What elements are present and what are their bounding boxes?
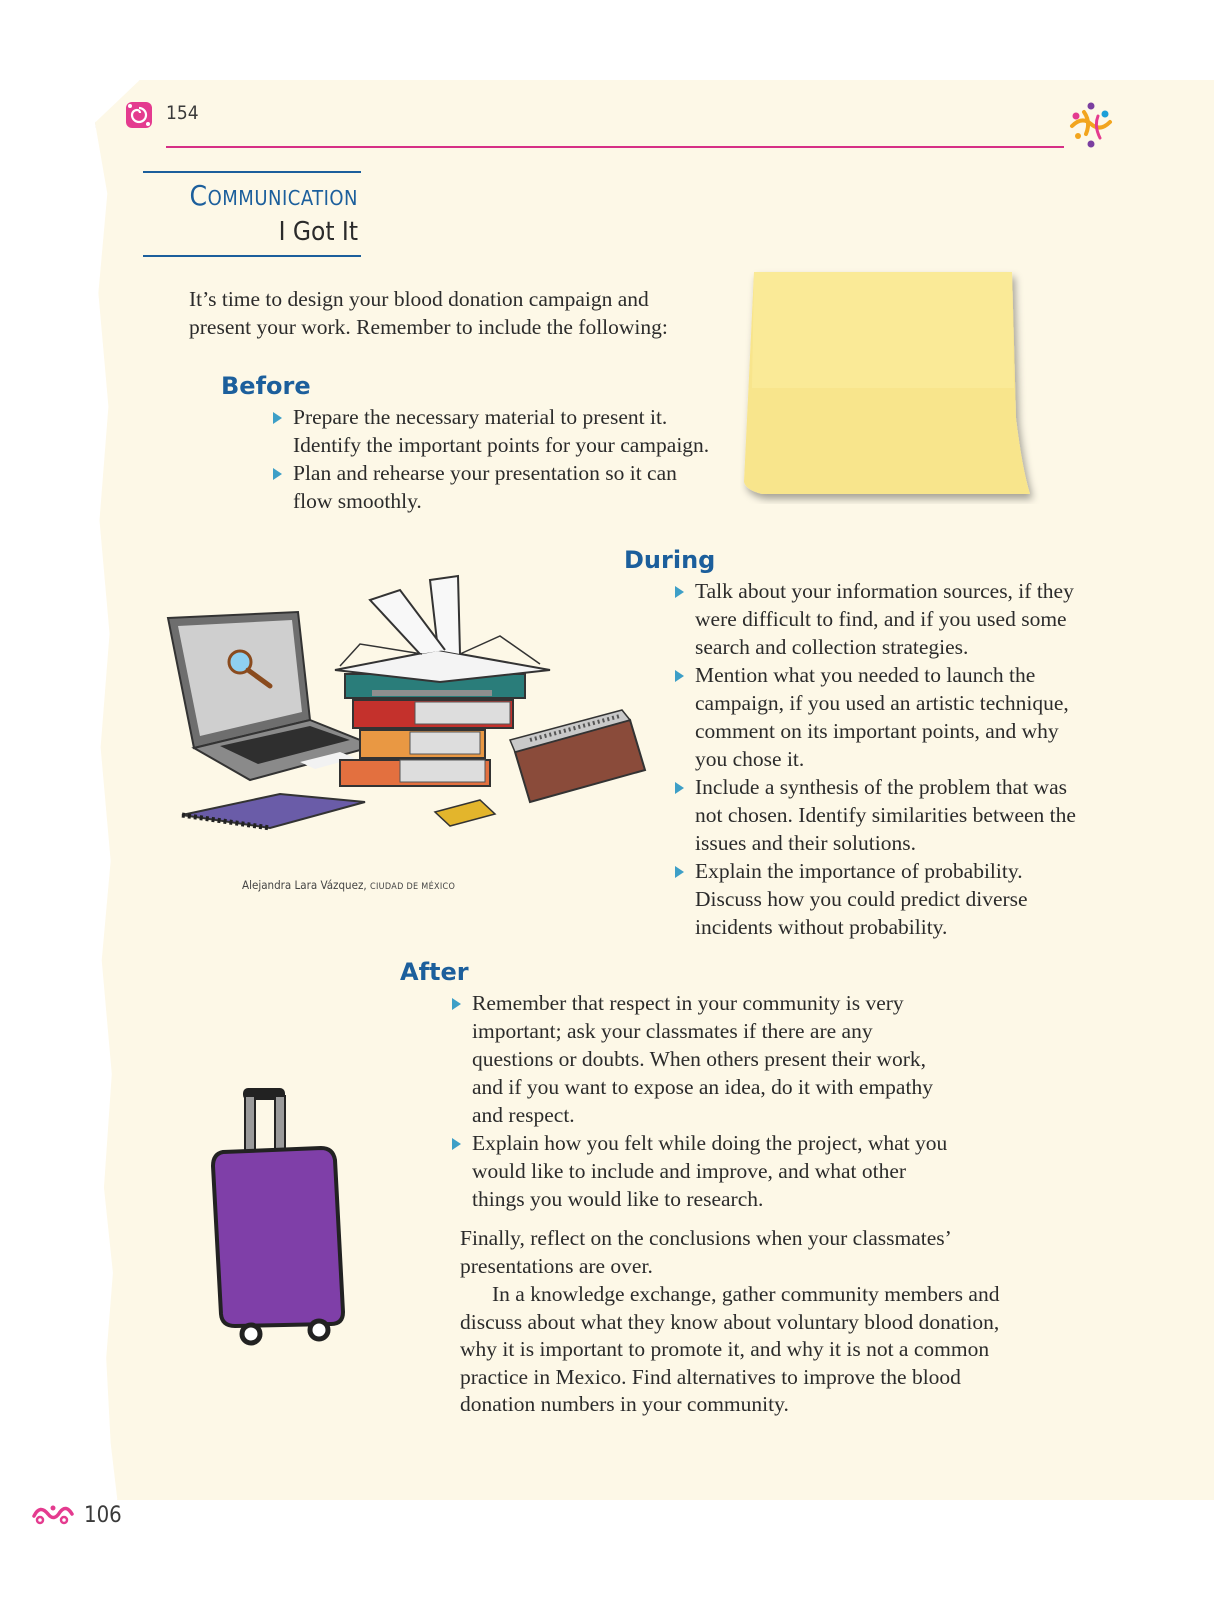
- bullet-arrow-icon: [273, 412, 282, 424]
- footer-page-number: 106: [84, 1503, 122, 1528]
- during-item: Explain the importance of probability. Discuss how you could predict diverse incidents without probability.: [673, 857, 1093, 941]
- after-heading: After: [400, 958, 469, 986]
- bullet-arrow-icon: [273, 468, 282, 480]
- section-subtitle: I Got It: [278, 217, 358, 247]
- bullet-arrow-icon: [675, 586, 684, 598]
- intro-paragraph: It’s time to design your blood donation campaign and present your work. Remember to include the following:: [189, 287, 668, 339]
- footer-ornament-icon: [30, 1502, 76, 1528]
- bullet-arrow-icon: [452, 1138, 461, 1150]
- before-heading: Before: [221, 372, 311, 400]
- credit-place: CIUDAD DE MÉXICO: [369, 882, 456, 892]
- header-rule: [166, 146, 1064, 148]
- spiral-glyph-icon: [124, 100, 154, 130]
- after-item: Remember that respect in your community is very important; ask your classmates if there are any questions or doubts. When others present their work, and if you want to expose an idea, do it with empathy and respect.: [450, 989, 950, 1129]
- conclusion-paragraph-1: Finally, reflect on the conclusions when your classmates’ presentations are over.: [460, 1226, 951, 1278]
- during-heading: During: [624, 546, 716, 574]
- suitcase-illustration: [205, 1082, 355, 1347]
- bullet-arrow-icon: [452, 998, 461, 1010]
- section-title-box: [143, 171, 361, 257]
- header-page-number: 154: [166, 102, 199, 124]
- during-item: Mention what you needed to launch the campaign, if you used an artistic technique, comment on its important points, and why you chose it.: [673, 661, 1093, 773]
- during-item: Talk about your information sources, if they were difficult to find, and if you used some search and collection strategies.: [673, 577, 1093, 661]
- before-item: Plan and rehearse your presentation so it can flow smoothly.: [271, 459, 721, 515]
- during-list: [673, 577, 1093, 941]
- after-item: Explain how you felt while doing the project, what you would like to include and improve, and what other things you would like to research.: [450, 1129, 950, 1213]
- laptop-books-illustration: [160, 570, 660, 840]
- illustration-credit: [242, 878, 455, 892]
- during-item: Include a synthesis of the problem that was not chosen. Identify similarities between the issues and their solutions.: [673, 773, 1093, 857]
- before-item: Prepare the necessary material to present it. Identify the important points for your campaign.: [271, 403, 721, 459]
- community-logo-icon: [1064, 98, 1118, 152]
- bullet-arrow-icon: [675, 670, 684, 682]
- bullet-arrow-icon: [675, 782, 684, 794]
- section-title: Communication: [189, 179, 358, 212]
- conclusion-paragraph-2: In a knowledge exchange, gather community members and discuss about what they know about voluntary blood donation, why it is important to promote it, and why it is not a common practice in Mexico. Find alternatives to improve the blood donation numbers in your community.: [460, 1282, 1000, 1416]
- bullet-arrow-icon: [675, 866, 684, 878]
- after-list: [450, 989, 950, 1213]
- before-list: [271, 403, 721, 515]
- credit-author: Alejandra Lara Vázquez,: [242, 878, 367, 892]
- sticky-note-illustration: [740, 268, 1040, 504]
